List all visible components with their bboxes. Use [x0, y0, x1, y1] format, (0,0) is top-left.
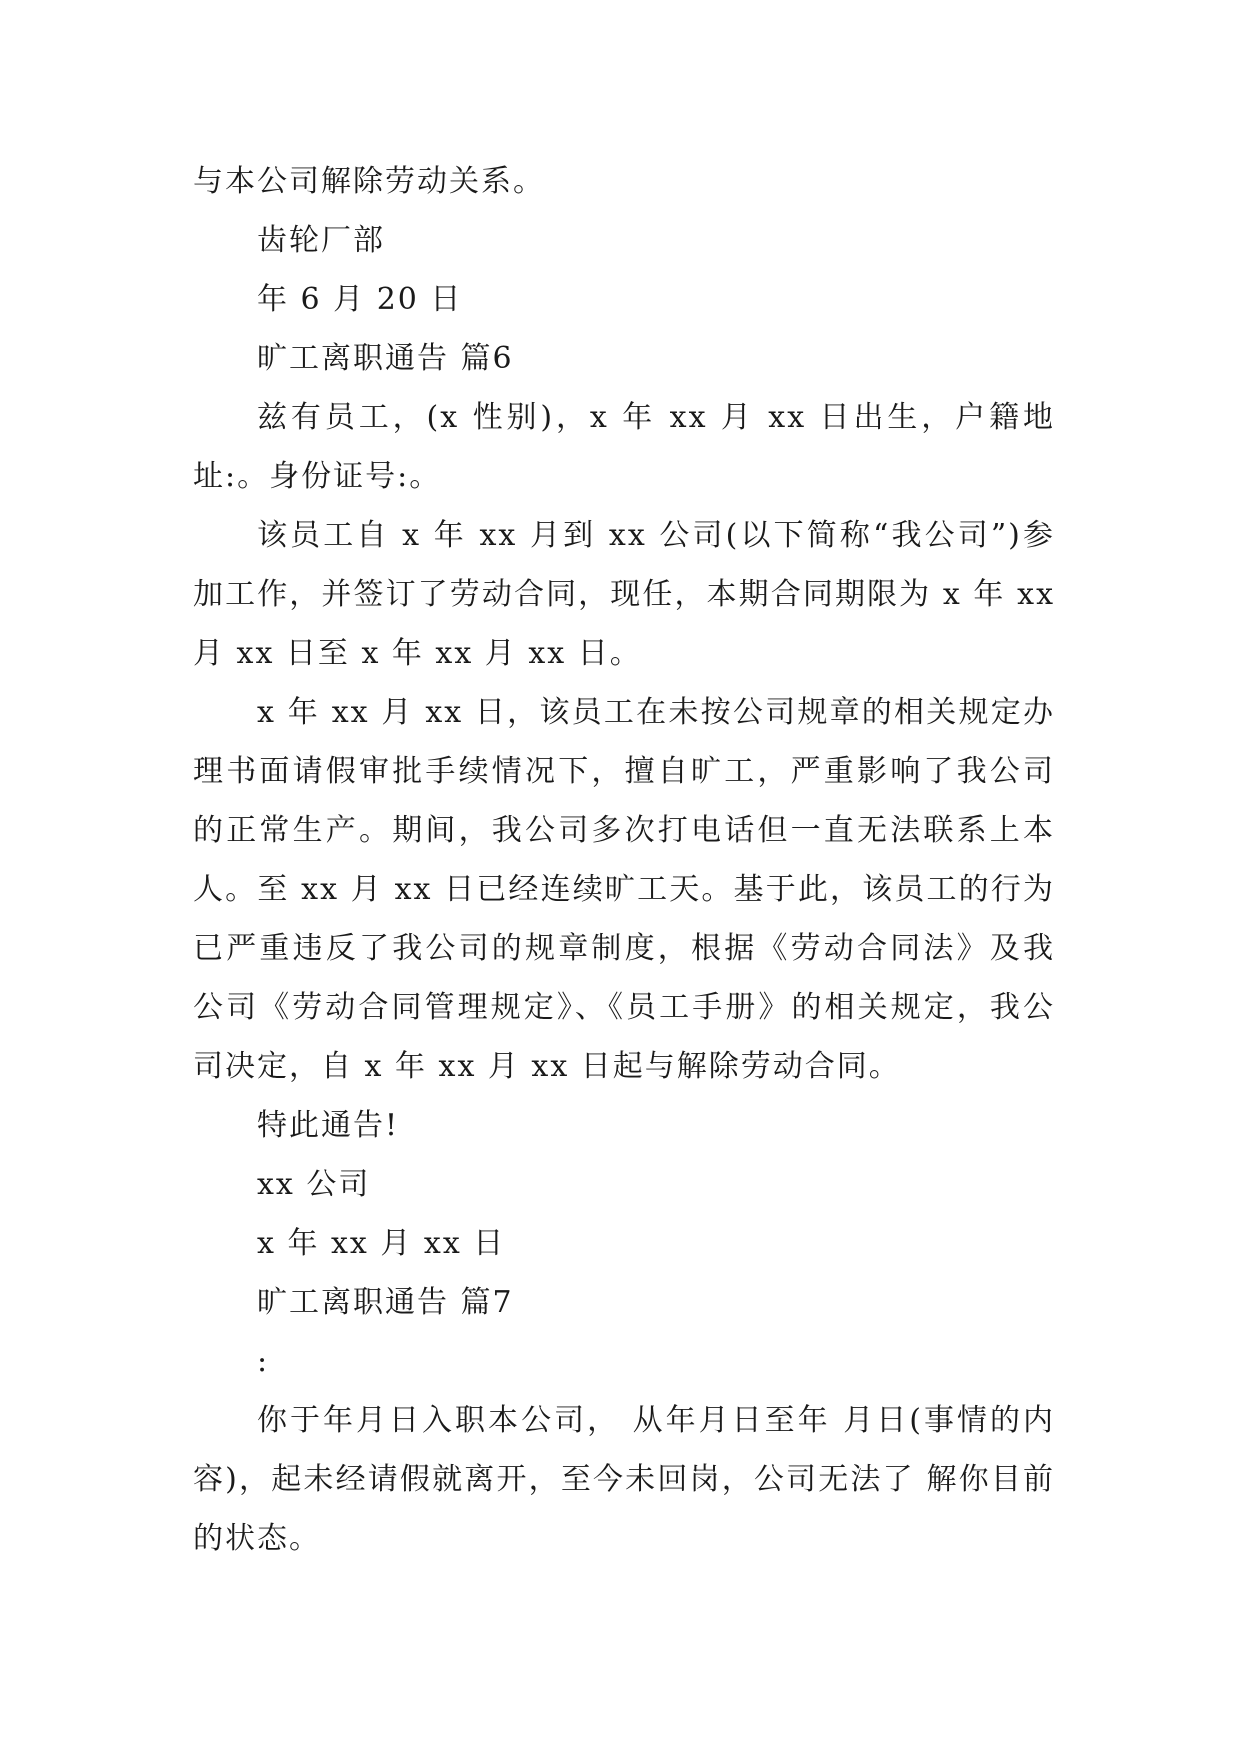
paragraph-leave-notice: 你于年月日入职本公司， 从年月日至年 月日(事情的内容)，起未经请假就离开，至今未回岗，公司无法了 解你目前的状态。	[193, 1403, 1055, 1556]
salutation-colon: :	[257, 1344, 270, 1379]
section-heading-7: 旷工离职通告 篇7	[257, 1285, 514, 1320]
paragraph-absence: x 年 xx 月 xx 日，该员工在未按公司规章的相关规定办理书面请假审批手续情况下，擅自旷工，严重影响了我公司的正常生产。期间，我公司多次打电话但一直无法联系上本人。至 xx 月 xx 日已经连续旷工天。基于此，该员工的行为已严重违反了我公司的规章制度，根据《劳动合同法》及我公司《劳动合同管理规定》、《员工手册》的相关规定，我公司决定，自 x 年 xx 月 xx 日起与解除劳动合同。	[193, 695, 1055, 1084]
section-heading-6: 旷工离职通告 篇6	[257, 341, 514, 376]
department-signature: 齿轮厂部	[257, 223, 385, 258]
document-body	[193, 152, 1055, 1568]
signature-date: 年 6 月 20 日	[257, 282, 463, 317]
company-signature: xx 公司	[257, 1167, 371, 1202]
notice-closing: 特此通告!	[257, 1108, 400, 1143]
company-date: x 年 xx 月 xx 日	[257, 1226, 506, 1261]
paragraph-employee-info: 兹有员工，(x 性别)，x 年 xx 月 xx 日出生，户籍地址:。身份证号:。	[193, 400, 1055, 494]
paragraph-contract: 该员工自 x 年 xx 月到 xx 公司(以下简称“我公司”)参加工作，并签订了劳动合同，现任，本期合同期限为 x 年 xx 月 xx 日至 x 年 xx 月 xx 日。	[193, 518, 1055, 671]
closing-line: 与本公司解除劳动关系。	[193, 164, 545, 199]
